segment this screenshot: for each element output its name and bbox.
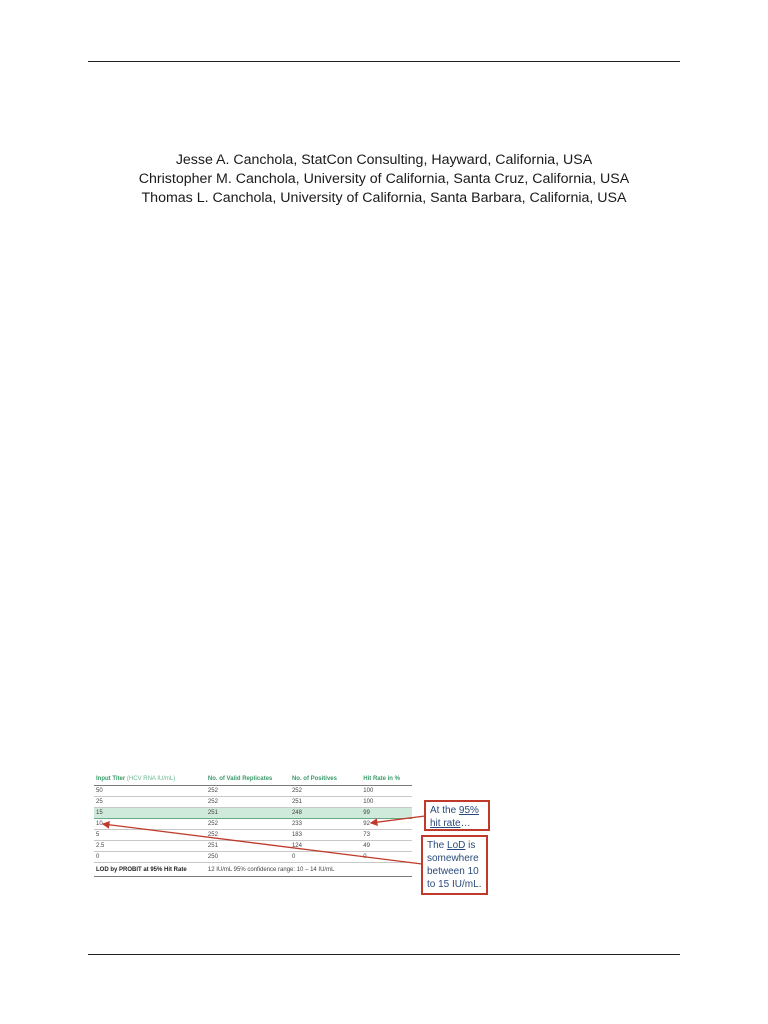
header-hit-rate: Hit Rate in % (361, 772, 412, 786)
table-cell: 0 (290, 852, 361, 863)
table-cell: 252 (206, 819, 290, 830)
callout-text: between 10 (427, 866, 479, 877)
table-cell: 92 (361, 819, 412, 830)
header-positives: No. of Positives (290, 772, 361, 786)
bottom-rule (88, 954, 680, 955)
table-cell: 0 (94, 852, 206, 863)
table-cell: 25 (94, 797, 206, 808)
table-cell: 100 (361, 786, 412, 797)
table-cell: 5 (94, 830, 206, 841)
table-cell: 251 (206, 808, 290, 819)
author-block (88, 151, 680, 208)
callout-text: to 15 IU/mL. (427, 879, 482, 890)
header-input-titer-label: Input Titer (96, 775, 126, 782)
author-line-3: Thomas L. Canchola, University of California, Santa Barbara, California, USA (141, 190, 627, 206)
table-cell: 250 (206, 852, 290, 863)
table-cell: 251 (290, 797, 361, 808)
hit-rate-callout (424, 800, 490, 831)
table-cell: 99 (361, 808, 412, 819)
callout-pct: 95% (458, 805, 479, 816)
callout-text: … (460, 818, 471, 829)
callout-text: is (465, 840, 476, 851)
footer-label: LOD by PROBIT at 95% Hit Rate (94, 863, 206, 877)
table-cell: 252 (206, 786, 290, 797)
table-cell: 2.5 (94, 841, 206, 852)
callout-lod-link: LoD (447, 840, 466, 851)
table-cell: 252 (290, 786, 361, 797)
table-cell: 251 (206, 841, 290, 852)
top-rule (88, 61, 680, 62)
table-cell: 10 (94, 819, 206, 830)
lod-callout (421, 835, 488, 895)
table-cell: 248 (290, 808, 361, 819)
table-cell: 252 (206, 797, 290, 808)
lod-figure (94, 772, 494, 897)
author-line-1: Jesse A. Canchola, StatCon Consulting, Hayward, California, USA (175, 152, 593, 168)
callout-hit-rate-link: hit rate (430, 818, 461, 829)
arrow-to-hit-rate (371, 816, 425, 823)
table-cell: 233 (290, 819, 361, 830)
table-cell: 183 (290, 830, 361, 841)
callout-text: somewhere (427, 853, 479, 864)
footer-value: 12 IU/mL 95% confidence range: 10 – 14 IU/mL (206, 863, 412, 877)
table-cell: 124 (290, 841, 361, 852)
table-cell: 100 (361, 797, 412, 808)
table-cell: 50 (94, 786, 206, 797)
table-cell: 15 (94, 808, 206, 819)
table-cell: 73 (361, 830, 412, 841)
arrow-to-lod (103, 824, 422, 864)
header-input-titer-unit: (HCV RNA IU/mL) (126, 775, 176, 782)
table-cell: 252 (206, 830, 290, 841)
callout-text: The (427, 840, 448, 851)
callout-text: At the (430, 805, 459, 816)
table-cell: 49 (361, 841, 412, 852)
header-valid-replicates: No. of Valid Replicates (206, 772, 290, 786)
author-line-2: Christopher M. Canchola, University of California, Santa Cruz, California, USA (138, 171, 630, 187)
